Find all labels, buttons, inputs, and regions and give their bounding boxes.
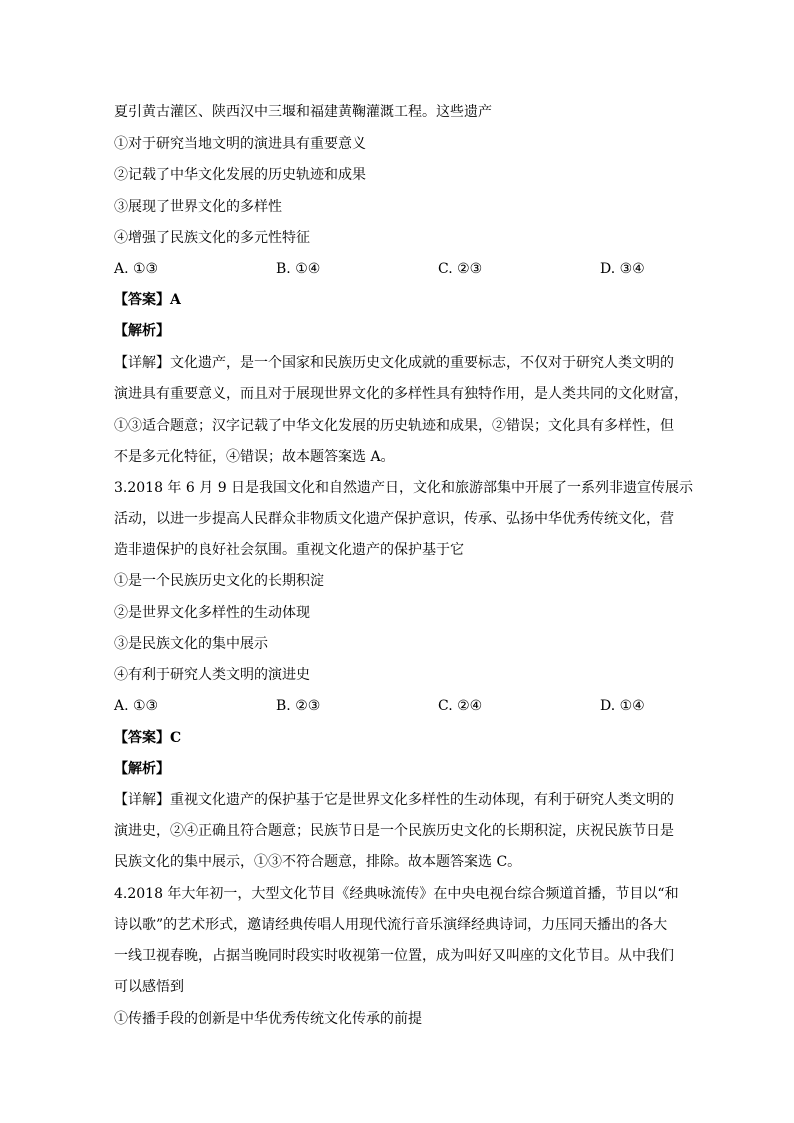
option-a: A. ①③ — [114, 698, 159, 714]
statement-2: ②是世界文化多样性的生动体现 — [114, 605, 310, 621]
option-b: B. ②③ — [276, 698, 321, 714]
statement-1: ①传播手段的创新是中华优秀传统文化传承的前提 — [114, 1011, 422, 1027]
option-d: D. ③④ — [600, 261, 645, 277]
answer-label: 【答案】C — [114, 730, 182, 746]
question-4-stem: 4.2018 年大年初一，大型文化节目《经典咏流传》在中央电视台综合频道首播，节目以“和 — [114, 886, 679, 902]
detail-line: 【详解】文化遗产，是一个国家和民族历史文化成就的重要标志，不仅对于研究人类文明的 — [114, 355, 674, 371]
question-3-stem: 活动，以进一步提高人民群众非物质文化遗产保护意识，传承、弘扬中华优秀传统文化，营 — [114, 511, 674, 527]
detail-line: 【详解】重视文化遗产的保护基于它是世界文化多样性的生动体现，有利于研究人类文明的 — [114, 792, 674, 808]
statement-4: ④有利于研究人类文明的演进史 — [114, 667, 310, 683]
question-4-stem: 诗以歌”的艺术形式，邀请经典传唱人用现代流行音乐演绎经典诗词，力压同天播出的各大 — [114, 917, 668, 933]
question-text: 夏引黄古灌区、陕西汉中三堰和福建黄鞠灌溉工程。这些遗产 — [114, 104, 492, 120]
question-3-stem: 造非遗保护的良好社会氛围。重视文化遗产的保护基于它 — [114, 542, 464, 558]
detail-line: 不是多元化特征，④错误；故本题答案选 A。 — [114, 449, 395, 465]
option-b: B. ①④ — [276, 261, 321, 277]
option-d: D. ①④ — [600, 698, 645, 714]
statement-1: ①是一个民族历史文化的长期积淀 — [114, 573, 324, 589]
option-c: C. ②④ — [438, 698, 483, 714]
detail-line: 演进史，②④正确且符合题意；民族节日是一个民族历史文化的长期积淀，庆祝民族节日是 — [114, 823, 674, 839]
option-a: A. ①③ — [114, 261, 159, 277]
detail-line: 民族文化的集中展示，①③不符合题意，排除。故本题答案选 C。 — [114, 854, 522, 870]
question-4-stem: 可以感悟到 — [114, 979, 184, 995]
detail-line: 演进具有重要意义，而且对于展现世界文化的多样性具有独特作用，是人类共同的文化财富， — [114, 386, 688, 402]
statement-3: ③是民族文化的集中展示 — [114, 636, 268, 652]
statement-3: ③展现了世界文化的多样性 — [114, 199, 282, 215]
analysis-label: 【解析】 — [114, 761, 170, 777]
option-c: C. ②③ — [438, 261, 483, 277]
answer-label: 【答案】A — [114, 292, 181, 308]
detail-line: ①③适合题意；汉字记载了中华文化发展的历史轨迹和成果，②错误；文化具有多样性，但 — [114, 418, 674, 434]
question-4-stem: 一线卫视春晚，占据当晚同时段实时收视第一位置，成为叫好又叫座的文化节目。从中我们 — [114, 948, 674, 964]
statement-1: ①对于研究当地文明的演进具有重要意义 — [114, 136, 366, 152]
question-3-stem: 3.2018 年 6 月 9 日是我国文化和自然遗产日，文化和旅游部集中开展了一系列非遗宣传展示 — [114, 480, 694, 496]
analysis-label: 【解析】 — [114, 323, 170, 339]
statement-2: ②记载了中华文化发展的历史轨迹和成果 — [114, 167, 366, 183]
statement-4: ④增强了民族文化的多元性特征 — [114, 230, 310, 246]
